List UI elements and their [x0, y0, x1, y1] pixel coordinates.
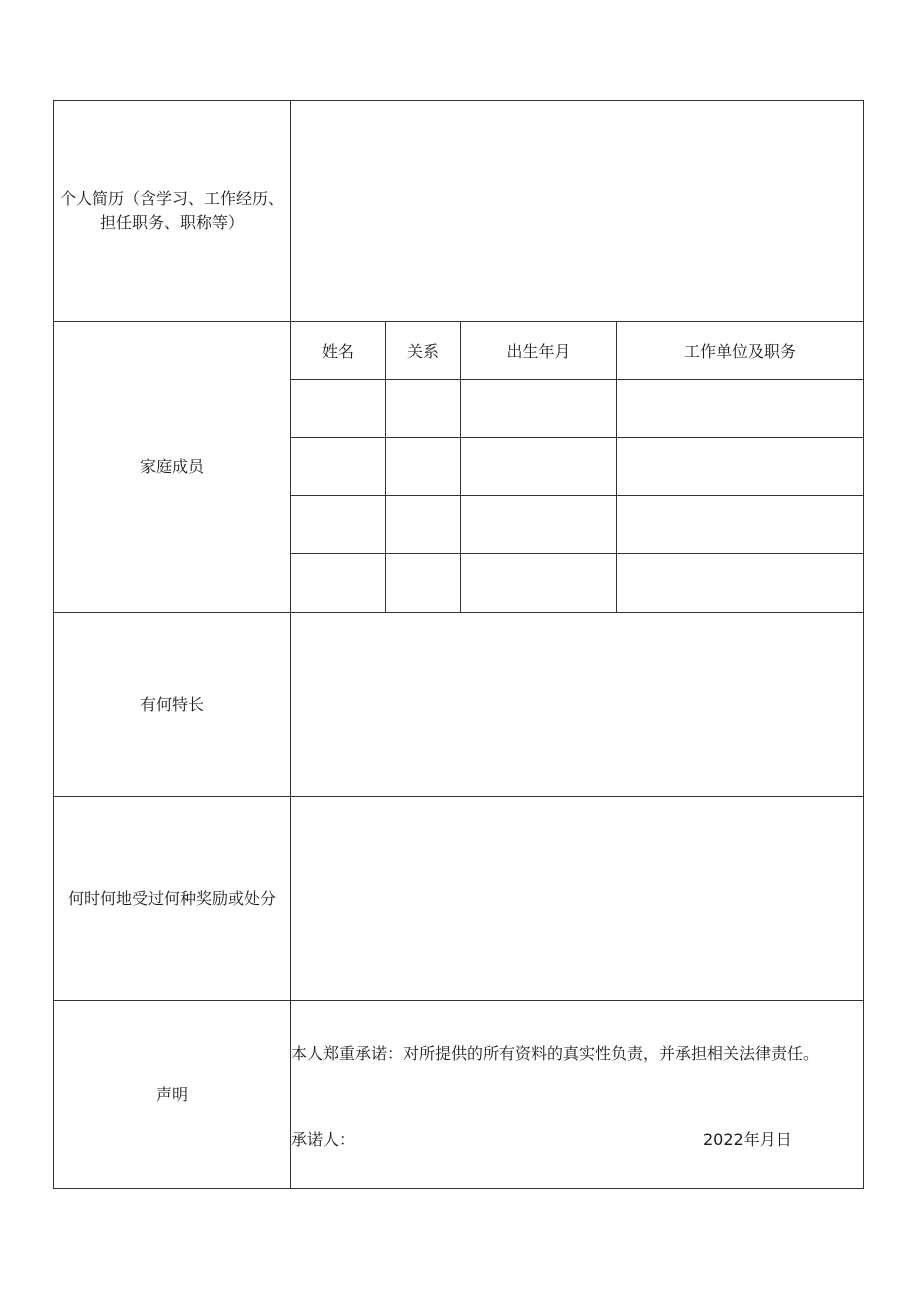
resume-label: 个人简历（含学习、工作经历、担任职务、职称等） — [54, 101, 291, 321]
family-row — [54, 321, 863, 612]
declaration-date: 2022年月日 — [703, 1130, 792, 1149]
awards-row — [54, 796, 863, 1000]
family-cell-employer[interactable] — [617, 554, 863, 612]
declaration-content — [291, 1001, 863, 1188]
family-cell-name[interactable] — [291, 438, 386, 496]
resume-field[interactable] — [291, 101, 863, 321]
family-cell-name[interactable] — [291, 496, 386, 554]
family-cell-name[interactable] — [291, 554, 386, 612]
application-form — [53, 100, 864, 1189]
resume-row — [54, 101, 863, 321]
family-label: 家庭成员 — [54, 322, 291, 612]
family-cell-birth[interactable] — [461, 380, 617, 438]
family-cell-birth[interactable] — [461, 496, 617, 554]
family-cell-relation[interactable] — [386, 380, 461, 438]
family-header-name: 姓名 — [291, 322, 386, 380]
specialty-row — [54, 612, 863, 796]
specialty-label: 有何特长 — [54, 613, 291, 796]
family-cell-employer[interactable] — [617, 438, 863, 496]
family-cell-relation[interactable] — [386, 554, 461, 612]
family-cell-relation[interactable] — [386, 496, 461, 554]
family-cell-employer[interactable] — [617, 380, 863, 438]
family-header-employer: 工作单位及职务 — [617, 322, 863, 380]
declaration-text: 本人郑重承诺：对所提供的所有资料的真实性负责，并承担相关法律责任。 — [291, 1044, 820, 1063]
family-cell-birth[interactable] — [461, 554, 617, 612]
signer-label: 承诺人： — [291, 1130, 356, 1149]
specialty-field[interactable] — [291, 613, 863, 796]
family-cell-employer[interactable] — [617, 496, 863, 554]
awards-label: 何时何地受过何种奖励或处分 — [54, 797, 291, 1000]
family-table — [291, 322, 863, 612]
family-cell-birth[interactable] — [461, 438, 617, 496]
family-cell-relation[interactable] — [386, 438, 461, 496]
awards-field[interactable] — [291, 797, 863, 1000]
family-cell-name[interactable] — [291, 380, 386, 438]
family-header-relation: 关系 — [386, 322, 461, 380]
family-header-birth: 出生年月 — [461, 322, 617, 380]
declaration-row — [54, 1000, 863, 1188]
declaration-label: 声明 — [54, 1001, 291, 1188]
